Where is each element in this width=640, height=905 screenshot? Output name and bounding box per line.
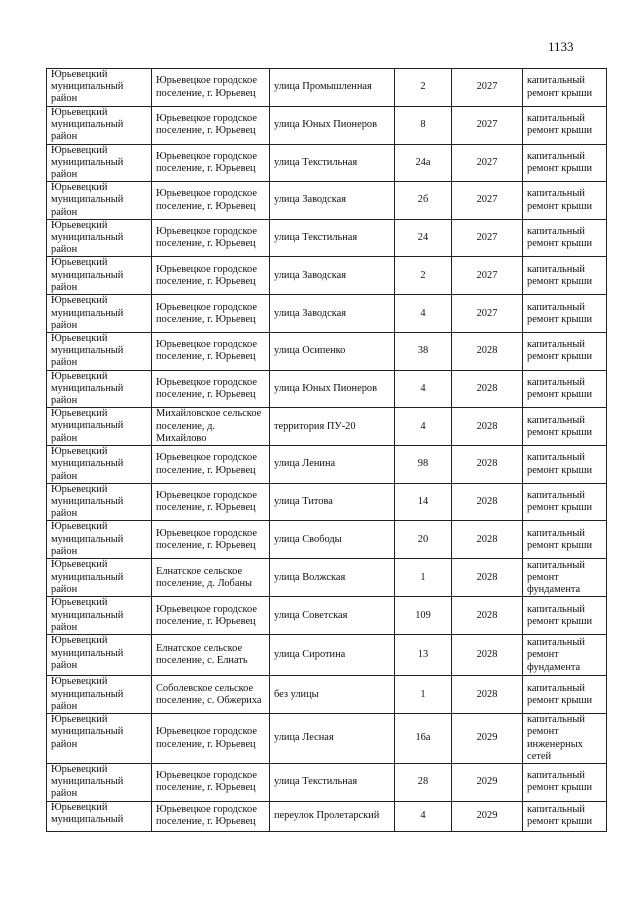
house-number-cell: 1: [395, 676, 452, 714]
year-cell: 2027: [452, 69, 523, 107]
street-cell: улица Заводская: [270, 295, 395, 333]
house-number-cell: 2: [395, 69, 452, 107]
house-number-cell: 38: [395, 333, 452, 371]
street-cell: улица Советская: [270, 597, 395, 635]
house-number-cell: 16а: [395, 714, 452, 764]
street-cell: улица Текстильная: [270, 144, 395, 182]
work-type-cell: капитальный ремонт крыши: [523, 521, 607, 559]
settlement-cell: Юрьевецкое городское поселение, г. Юрьевец: [152, 107, 270, 145]
street-cell: улица Волжская: [270, 559, 395, 597]
work-type-cell: капитальный ремонт крыши: [523, 219, 607, 257]
table-row: [47, 521, 607, 559]
district-cell: Юрьевецкий муниципальный район: [47, 257, 152, 295]
year-cell: 2029: [452, 714, 523, 764]
work-type-cell: капитальный ремонт крыши: [523, 676, 607, 714]
year-cell: 2027: [452, 219, 523, 257]
settlement-cell: Юрьевецкое городское поселение, г. Юрьевец: [152, 182, 270, 220]
settlement-cell: Юрьевецкое городское поселение, г. Юрьевец: [152, 801, 270, 831]
settlement-cell: Юрьевецкое городское поселение, г. Юрьевец: [152, 295, 270, 333]
settlement-cell: Юрьевецкое городское поселение, г. Юрьевец: [152, 144, 270, 182]
table-row: [47, 763, 607, 801]
work-type-cell: капитальный ремонт крыши: [523, 182, 607, 220]
table-row: [47, 370, 607, 408]
district-cell: Юрьевецкий муниципальный район: [47, 635, 152, 676]
district-cell: Юрьевецкий муниципальный район: [47, 219, 152, 257]
house-number-cell: 20: [395, 521, 452, 559]
work-type-cell: капитальный ремонт крыши: [523, 763, 607, 801]
year-cell: 2027: [452, 182, 523, 220]
table-row: [47, 559, 607, 597]
year-cell: 2027: [452, 144, 523, 182]
settlement-cell: Юрьевецкое городское поселение, г. Юрьевец: [152, 521, 270, 559]
house-number-cell: 4: [395, 801, 452, 831]
year-cell: 2028: [452, 559, 523, 597]
work-type-cell: капитальный ремонт крыши: [523, 144, 607, 182]
district-cell: Юрьевецкий муниципальный район: [47, 408, 152, 446]
year-cell: 2027: [452, 257, 523, 295]
work-type-cell: капитальный ремонт крыши: [523, 483, 607, 521]
house-number-cell: 24а: [395, 144, 452, 182]
district-cell: Юрьевецкий муниципальный район: [47, 714, 152, 764]
settlement-cell: Юрьевецкое городское поселение, г. Юрьевец: [152, 763, 270, 801]
house-number-cell: 4: [395, 295, 452, 333]
year-cell: 2029: [452, 763, 523, 801]
house-number-cell: 13: [395, 635, 452, 676]
table-row: [47, 635, 607, 676]
table-body: [47, 69, 607, 832]
page-number: 1133: [548, 39, 574, 54]
house-number-cell: 4: [395, 408, 452, 446]
street-cell: улица Титова: [270, 483, 395, 521]
district-cell: Юрьевецкий муниципальный район: [47, 107, 152, 145]
year-cell: 2028: [452, 597, 523, 635]
work-type-cell: капитальный ремонт крыши: [523, 446, 607, 484]
year-cell: 2028: [452, 446, 523, 484]
year-cell: 2028: [452, 333, 523, 371]
work-type-cell: капитальный ремонт крыши: [523, 597, 607, 635]
district-cell: Юрьевецкий муниципальный район: [47, 182, 152, 220]
work-type-cell: капитальный ремонт фундамента: [523, 635, 607, 676]
settlement-cell: Елнатское сельское поселение, д. Лобаны: [152, 559, 270, 597]
settlement-cell: Юрьевецкое городское поселение, г. Юрьевец: [152, 597, 270, 635]
year-cell: 2028: [452, 483, 523, 521]
year-cell: 2027: [452, 295, 523, 333]
street-cell: улица Текстильная: [270, 763, 395, 801]
street-cell: улица Заводская: [270, 182, 395, 220]
table-row: [47, 408, 607, 446]
work-type-cell: капитальный ремонт фундамента: [523, 559, 607, 597]
year-cell: 2027: [452, 107, 523, 145]
street-cell: переулок Пролетарский: [270, 801, 395, 831]
street-cell: улица Юных Пионеров: [270, 107, 395, 145]
district-cell: Юрьевецкий муниципальный район: [47, 559, 152, 597]
work-type-cell: капитальный ремонт крыши: [523, 107, 607, 145]
house-number-cell: 24: [395, 219, 452, 257]
year-cell: 2028: [452, 408, 523, 446]
table-row: [47, 107, 607, 145]
district-cell: Юрьевецкий муниципальный район: [47, 763, 152, 801]
settlement-cell: Юрьевецкое городское поселение, г. Юрьевец: [152, 257, 270, 295]
settlement-cell: Юрьевецкое городское поселение, г. Юрьевец: [152, 219, 270, 257]
house-number-cell: 8: [395, 107, 452, 145]
work-type-cell: капитальный ремонт инженерных сетей: [523, 714, 607, 764]
settlement-cell: Юрьевецкое городское поселение, г. Юрьевец: [152, 446, 270, 484]
house-number-cell: 98: [395, 446, 452, 484]
house-number-cell: 2б: [395, 182, 452, 220]
table-row: [47, 257, 607, 295]
settlement-cell: Юрьевецкое городское поселение, г. Юрьевец: [152, 714, 270, 764]
work-type-cell: капитальный ремонт крыши: [523, 408, 607, 446]
house-number-cell: 14: [395, 483, 452, 521]
work-type-cell: капитальный ремонт крыши: [523, 69, 607, 107]
house-number-cell: 28: [395, 763, 452, 801]
table-row: [47, 69, 607, 107]
settlement-cell: Юрьевецкое городское поселение, г. Юрьевец: [152, 370, 270, 408]
street-cell: территория ПУ-20: [270, 408, 395, 446]
district-cell: Юрьевецкий муниципальный район: [47, 370, 152, 408]
work-type-cell: капитальный ремонт крыши: [523, 295, 607, 333]
work-type-cell: капитальный ремонт крыши: [523, 257, 607, 295]
district-cell: Юрьевецкий муниципальный район: [47, 446, 152, 484]
table-row: [47, 446, 607, 484]
district-cell: Юрьевецкий муниципальный район: [47, 69, 152, 107]
year-cell: 2028: [452, 521, 523, 559]
district-cell: Юрьевецкий муниципальный район: [47, 521, 152, 559]
district-cell: Юрьевецкий муниципальный район: [47, 295, 152, 333]
work-type-cell: капитальный ремонт крыши: [523, 801, 607, 831]
year-cell: 2028: [452, 370, 523, 408]
work-type-cell: капитальный ремонт крыши: [523, 333, 607, 371]
table-row: [47, 676, 607, 714]
work-type-cell: капитальный ремонт крыши: [523, 370, 607, 408]
district-cell: Юрьевецкий муниципальный район: [47, 333, 152, 371]
district-cell: Юрьевецкий муниципальный район: [47, 483, 152, 521]
table-row: [47, 219, 607, 257]
district-cell: Юрьевецкий муниципальный район: [47, 676, 152, 714]
district-cell: Юрьевецкий муниципальный: [47, 801, 152, 831]
house-number-cell: 4: [395, 370, 452, 408]
year-cell: 2029: [452, 801, 523, 831]
settlement-cell: Юрьевецкое городское поселение, г. Юрьевец: [152, 333, 270, 371]
year-cell: 2028: [452, 676, 523, 714]
street-cell: улица Ленина: [270, 446, 395, 484]
settlement-cell: Соболевское сельское поселение, с. Обжериха: [152, 676, 270, 714]
street-cell: улица Текстильная: [270, 219, 395, 257]
table-row: [47, 483, 607, 521]
house-number-cell: 1: [395, 559, 452, 597]
settlement-cell: Юрьевецкое городское поселение, г. Юрьевец: [152, 483, 270, 521]
house-number-cell: 109: [395, 597, 452, 635]
year-cell: 2028: [452, 635, 523, 676]
street-cell: без улицы: [270, 676, 395, 714]
settlement-cell: Михайловское сельское поселение, д. Михайлово: [152, 408, 270, 446]
table-row: [47, 182, 607, 220]
district-cell: Юрьевецкий муниципальный район: [47, 144, 152, 182]
table-row: [47, 597, 607, 635]
table-row: [47, 295, 607, 333]
street-cell: улица Сиротина: [270, 635, 395, 676]
settlement-cell: Елнатское сельское поселение, с. Елнать: [152, 635, 270, 676]
street-cell: улица Свободы: [270, 521, 395, 559]
street-cell: улица Промышленная: [270, 69, 395, 107]
street-cell: улица Юных Пионеров: [270, 370, 395, 408]
table-row: [47, 801, 607, 831]
street-cell: улица Заводская: [270, 257, 395, 295]
settlement-cell: Юрьевецкое городское поселение, г. Юрьевец: [152, 69, 270, 107]
table-row: [47, 333, 607, 371]
table-row: [47, 714, 607, 764]
house-number-cell: 2: [395, 257, 452, 295]
street-cell: улица Лесная: [270, 714, 395, 764]
table-row: [47, 144, 607, 182]
district-cell: Юрьевецкий муниципальный район: [47, 597, 152, 635]
repair-schedule-table: [46, 68, 607, 832]
street-cell: улица Осипенко: [270, 333, 395, 371]
